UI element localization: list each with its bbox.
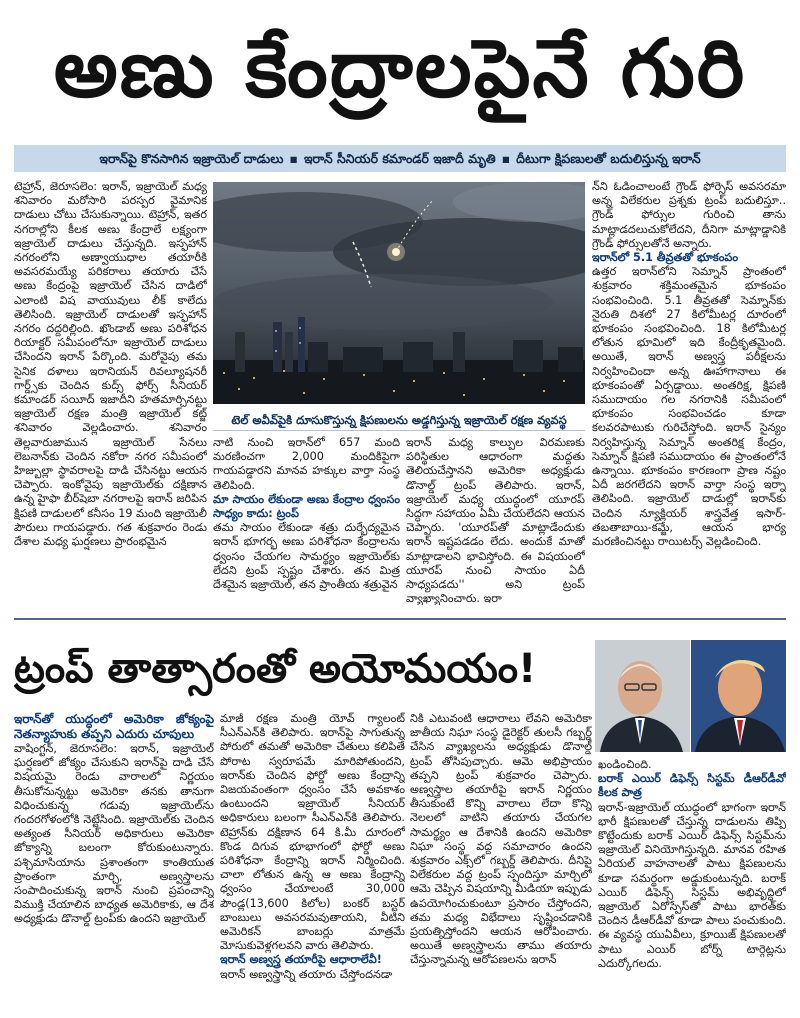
section-2-column-3	[410, 712, 592, 1012]
strap-item-3: దీటుగా క్షిపణులతో బదులిస్తున్న ఇరాన్	[516, 151, 701, 166]
section-2-column-2	[220, 712, 405, 1012]
strap-item-2: ఇరాన్ సీనియర్ కమాండర్ ఇజాదీ మృతి	[303, 151, 496, 166]
article-column-3	[406, 436, 585, 605]
night-sky-city-image	[213, 182, 585, 404]
article-paragraph: ఇరాన్ మధ్య కాల్పుల విరమణకు పరిస్థితుల ఆధారంగా మద్దతు తెలియచేస్తానని అమెరికా అధ్యక్షుడు డొనాల్డ్ ట్రంప్ తెలిపారు. ఇరాన్, ఇజ్రాయెల్ మధ్య యుద్ధంలో యూరప్ సిద్ధగా సహాయం ఏమీ చేయలేదని ఆయన చెప్పారు. 'యూరప్‌తో మాట్లాడేందుకు ఇరాన్ ఇష్టపడడం లేదు. అందుకే మాతో మాట్లాడాలని భావిస్తోంది. ఈ విషయంలో యూరప్ నుంచి సాయం ఏదీ సాధ్యపడదు'' అని ట్రంప్ వ్యాఖ్యానించారు. ఇరా	[406, 436, 585, 605]
article-paragraph: నికి ఎటువంటి ఆధారాలు లేవని అమెరికా జాతీయ నిఘా సంస్థ డైరెక్టర్ తులసీ గబ్బర్డ్ చేసిన వ్యాఖ్యలను అధ్యక్షుడు డొనాల్డ్ ట్రంప్ తోసిపుచ్చారు. ఆమె అభిప్రాయం తప్పని ట్రంప్ శుక్రవారం చెప్పారు. అణ్వస్త్రాల తయారీపై ఇరాన్ నిర్ణయం తీసుకుంటే కొన్ని వారాలు లేదా కొన్ని నెలలలో వాటిని తయారు చేయగల సామర్థ్యం ఆ దేశానికి ఉందని అమెరికా నిఘా సంస్థ వద్ద సమాచారం ఉందని శుక్రవారం ఎక్స్‌లో గబ్బర్డ్ తెలిపారు. దీనిపై విలేకరుల వద్ద ట్రంప్ స్పందిస్తూ మార్చిలో ఆమె చెప్పిన విషయాన్ని మీడియా ఇప్పుడు ఉపయోగించుకుంటూ ప్రసారం చేస్తోందని, తమ మధ్య విభేదాలు సృష్టించడానికి ప్రయత్నిస్తోందని ఆయన ఆరోపించారు. అయితే అణ్వస్త్రాలను తాము తయారు చేస్తున్నామన్న ఆరోపణలను ఇరాన్	[410, 712, 592, 967]
article-column-1	[14, 180, 207, 605]
section-2-intro: ఇరాన్‌తో యుద్ధంలో అమెరికా జోక్యంపై నెతన్యాహుకు తప్పని ఎదురు చూపులు	[14, 712, 214, 741]
leaders-portrait-image	[595, 640, 786, 752]
subheading: ఇరాన్ అణ్వస్త్ర తయారీపై ఆధారాలేవీ!	[220, 953, 382, 967]
headline: అణు కేంద్రాలపైనే గురి	[53, 22, 747, 115]
article-paragraph: మాజీ రక్షణ మంత్రి యోవ్ గ్యాలంట్ సీఎన్ఎన్‌కి తెలిపారు. ఇరాన్‌పై సాగుతున్న పోరులో తమతో అమెరికా చేతులు కలిపితే పోరాట స్వరూపమే మారిపోతుందని, ఇరాన్‌కు చెందిన ఫోర్డో అణు కేంద్రాన్ని విజయవంతంగా ధ్వంసం చేసే అవకాశం ఉంటుందని ఇజ్రాయెల్ సీనియర్ అధికారులు బలంగా సీఎన్ఎన్‌కి తెలిపారు. టెహ్రాన్‌కు దక్షిణాన 64 కి.మీ దూరంలో కొండ దిగువ భూభాగంలో ఫోర్డో అణు పరిశోధనా కేంద్రాన్ని ఇరాన్ నిర్మించింది. చాలా లోతున ఉన్న ఆ అణు కేంద్రాన్ని ధ్వంసం చేయాలంటే 30,000 పౌండ్ల(13,600 కిలోల) బంకర్ బస్టర్ బాంబులు అవసరమవుతాయని, వీటిని అమెరికన్ బాంబర్లు మాత్రమే మోసుకువెళ్లగలవని వారు తెలిపారు.	[220, 712, 405, 953]
article-paragraph: వాషింగ్టన్, జెరూసలెం: ఇరాన్, ఇజ్రాయెల్ ఘర్షణలో జోక్యం చేసుకుని ఇరాన్‌పై దాడి చేసే విషయమై రెండు వారాలలో నిర్ణయం తీసుకోనున్నట్టు అమెరికా తనకు తానుగా విధించుకున్న గడువు ఇజ్రాయెల్‌ను గందరగోళంలోకి నెట్టేసింది. ఇజ్రాయెల్‌కు చెందిన అత్యంత సీనియర్ అధికారులు అమెరికా జోక్యాన్ని బలంగా కోరుకుంటున్నారు. పశ్చిమాసియాను ప్రశాంతంగా కాంతియుత ప్రాంతంగా మార్చి, అణ్వస్త్రాలను సంపాదించుకున్న ఇరాన్ నుంచి ప్రపంచాన్ని విముక్తి చేయాలిన బాధ్యత అమెరికాకు, ఆ దేశ అధ్యక్షుడు డొనాల్డ్ ట్రంప్‌కు ఉందని ఇజ్రాయెల్	[14, 742, 214, 926]
article-paragraph: ఇరాన్-ఇజ్రాయెల్ యుద్ధంలో భాగంగా ఇరాన్ భారీ క్షిపణులతో చేస్తున్న దాడులను తిప్పి కొట్టేందుకు బరాక్ ఎయిర్ డిఫెన్స్ సిస్టమ్‌ను ఇజ్రాయెల్ వినియోగిస్తున్నది. మానవ రహిత ఏరియల్ వాహనాలతో పాటు క్షిపణులను కూడా సమర్థంగా అడ్డుకుంటున్నది. బరాక్ ఎయిర్ డిఫెన్స్ సిస్టమ్ అభివృద్ధిలో ఇజ్రాయెల్ ఏరోస్పేస్‌తో పాటు భారత్‌కు చెందిన డీఆర్‌డీవో కూడా పాలు పంచుకుంది. ఈ వ్యవస్థ యుఏవీలు, క్రూయిజ్ క్షిపణులతో పాటు ఎయిర్ బోర్న్ టార్గెట్లను ఎదుర్కోగలదు.	[598, 800, 786, 970]
section-divider	[14, 618, 786, 620]
subheading: ఇరాన్‌లో 5.1 తీవ్రతతో భూకంపం	[592, 251, 739, 265]
article-column-2	[213, 436, 400, 605]
article-paragraph: నాటి నుంచి ఇరాన్‌లో 657 మంది మరణించగా 2,000 మందికిపైగా గాయపడ్డారని మానవ హక్కుల వార్తా సంస్థ తెలిపింది.	[213, 436, 400, 492]
article-paragraph: ఖండించింది.	[598, 758, 652, 771]
article-paragraph: టెహ్రాన్, జెరూసలెం: ఇరాన్, ఇజ్రాయెల్ మధ్య శనివారం మరోసారి పరస్పర వైమానిక దాడులు చోటు చేసుకున్నాయి. టెహ్రాన్, ఇతర నగరాల్లోని కీలక అణు కేంద్రాలే లక్ష్యంగా ఇజ్రాయెల్ దాడులు చేస్తున్నది. ఇస్ఫహాన్ నగరంలోని అణ్వాయుధాల తయారీకి అవసరమయ్యే పరికరాలు తయారు చేసే అణు కేంద్రంపై ఇజ్రాయెల్ చేసిన దాడిలో ఎలాంటి విష వాయువులు లీక్ కాలేదు తెలిసింది. ఇజ్రాయెల్ దాడులతో ఇస్ఫహాన్ నగరం దద్దరిల్లింది. ఖొండాబ్ అణు పరిశోధన రియాక్టర్ సమీపంలోనూ ఇజ్రాయెల్ దాడులు చేసిందని ఇరాన్ పేర్కొంది. మరోవైపు తమ సైనిక దళాలు ఇరానియన్ రివల్యూషనరీ గార్డ్స్‌కు చెందిన కుద్స్ ఫోర్స్ సీనియర్ కమాండర్ సయీద్ ఇజాదీని హతమార్చినట్టు ఇజ్రాయెల్ రక్షణ మంత్రి ఇజ్రాయెల్ కట్జ్ శనివారం వెల్లడించారు. శనివారం తెల్లవారుజామున ఇజ్రాయెల్ సేనలు లెబనాన్‌కు చెందిన నకోరా నగర సమీపంలో హిజ్బుల్లా స్థావరాలపై దాడి చేసినట్టు ఆయన చెప్పారు. ఇంకోవైపు ఇజ్రాయెల్‌కు దక్షిణాన ఉన్న హైఫా బీర్‌షెబా నగరాలపై ఇరాన్ జరిపిన క్షిపణి దాడులలో కనీసం 19 మంది ఇజ్రాయెలీ పౌరులు గాయపడ్డారు. గత శుక్రవారం రెండు దేశాల మధ్య ఘర్షణలు ప్రారంభమైన	[14, 180, 207, 549]
section-2-headline: ట్రంప్ తాత్సారంతో అయోమయం!	[14, 646, 537, 692]
subheading: మా సాయం లేకుండా అణు కేంద్రాల ధ్వంసం సాధ్యం కాదు: ట్రంప్	[213, 492, 400, 521]
section-2-column-4	[598, 758, 786, 1012]
sub-headline-strap	[14, 145, 786, 172]
article-column-4	[592, 180, 786, 605]
subheading: బరాక్ ఎయిర్ డిఫెన్స్ సిస్టమ్ డీఆర్‌డీవో కీలక పాత్ర	[598, 772, 786, 800]
article-paragraph: తమ సాయం లేకుండా శత్రు దుర్భేద్యమైన ఇరాన్ భూగర్భ అణు పరిశోధనా కేంద్రాలను ధ్వంసం చేయగల సామర్థ్యం ఇజ్రాయెల్‌కు లేదని ట్రంప్ స్పష్టం చేశారు. తన మిత్ర దేశమైన ఇజ్రాయెల్, తన ప్రాంతీయ శత్రువైన	[213, 521, 400, 592]
strap-separator-icon: ▪	[289, 151, 298, 166]
news-photo	[213, 182, 585, 404]
strap-separator-icon: ▪	[501, 151, 511, 166]
article-paragraph: న్‌ని ఓడించాలంటే గ్రౌండ్ ఫోర్సెస్ అవసరమా అన్న విలేకరుల ప్రశ్నకు ట్రంప్ బదులిస్తూ.. గ్రౌండ్ ఫోర్సుల గురించి తాను మాట్లాడదలుచుకోలేదని, దీనిగా మాట్లాడ్డానికి గ్రౌండ్ ఫోర్సులతోనే అన్నారు.	[592, 180, 786, 250]
portrait-photos	[595, 640, 786, 752]
photo-caption: టెల్ అవీవ్‌పైకి దూసుకొస్తున్న క్షిపణులను అడ్డగిస్తున్న ఇజ్రాయెల్ రక్షణ వ్యవస్థ	[213, 410, 585, 431]
article-paragraph: ఉత్తర ఇరాన్‌లోని సెమ్నాన్ ప్రాంతంలో శుక్రవారం శక్తిమంతమైన భూకంపం సంభవించింది. 5.1 తీవ్రతతో సెమ్నాన్‌కు నైరుతి దిశలో 27 కిలోమీటర్ల దూరంలో భూకంపం సంభవించింది. 18 కిలోమీటర్ల లోతున భూమిలో ఇది కేంద్రీకృతమైంది. అయితే, ఇరాన్ అణ్వస్త్ర పరీక్షలను నిర్వహించిందా అన్న ఊహాగానాలు ఈ భూకంపంతో ఏర్పడ్డాయి. అంతరిక్ష, క్షిపణి సముదాయం గల నగరానికి సమీపంలో భూకంపం సంభవించడం కూడా కలవరపాటుకు గురిచేస్తోంది. ఇరాన్ సైన్యం నిర్వహిస్తున్న సెమ్నాన్ అంతరిక్ష కేంద్రం, సెమ్నాన్ క్షిపణి సముదాయం ఈ ప్రాంతంలోనే ఉన్నాయి. భూకంపం కారణంగా ప్రాణ నష్టం ఏదీ జరగలేదని ఇరాన్ వార్తా సంస్థ ఇర్నా తెలిపింది. ఇజ్రాయెల్ దాడుల్లో ఇరాన్‌కు చెందిన న్యూక్లియర్ శాస్త్రవేత్త ఇసార్-తబతాబాయి-కమ్జే, ఆయన భార్య మరణించినట్టు రాయిటర్స్ వెల్లడించింది.	[592, 265, 786, 549]
article-paragraph: ఇరాన్ అణ్వస్త్రాన్ని తయారు చేస్తోందనడా	[220, 967, 393, 981]
strap-item-1: ఇరాన్‌పై కొనసాగిన ఇజ్రాయెల్ దాడులు	[99, 151, 284, 166]
section-2-column-1	[14, 712, 214, 1012]
